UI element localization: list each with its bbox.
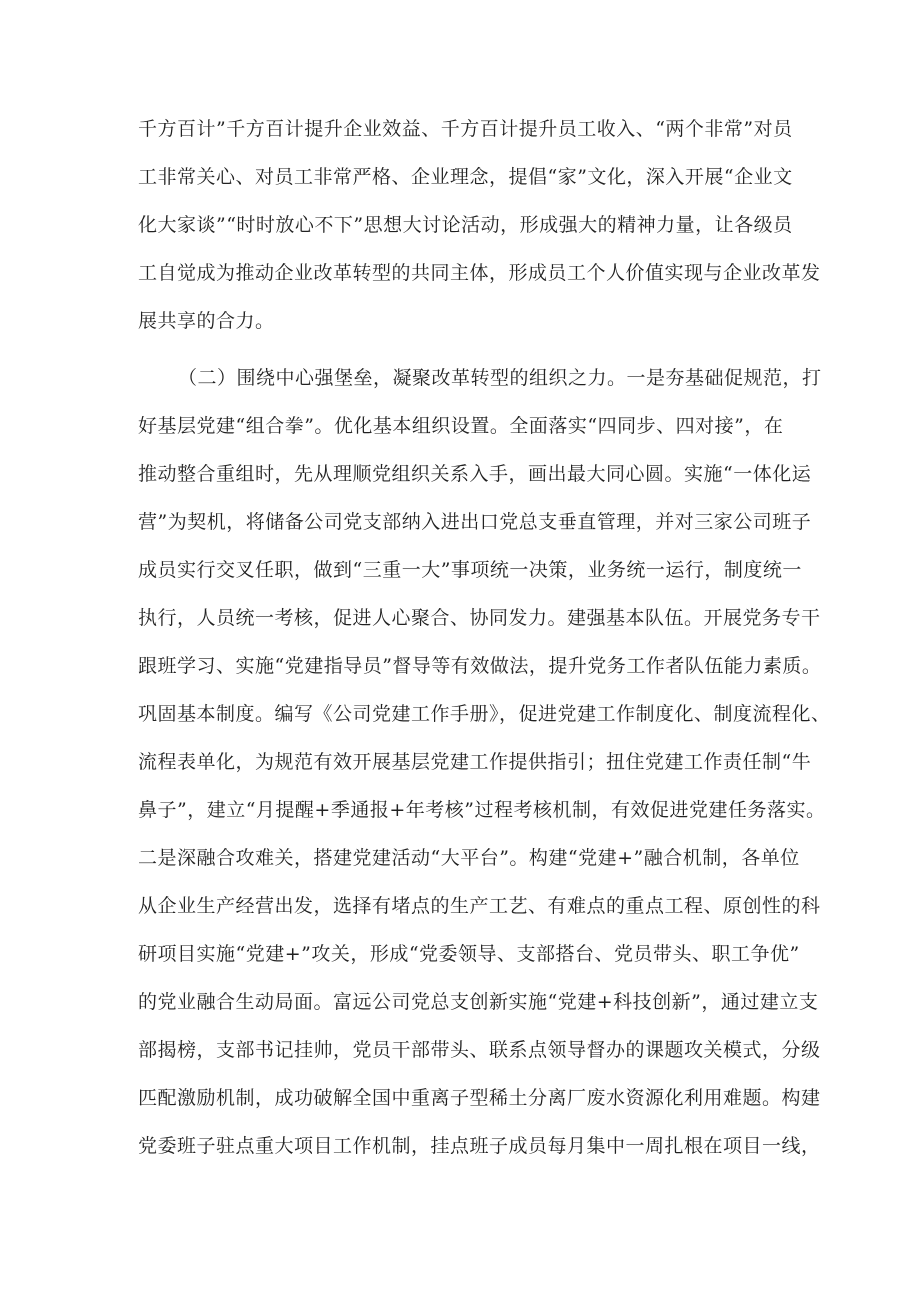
paragraph-2-line-1: （二）围绕中心强堡垒，凝聚改革转型的组织之力。一是夯基础促规范，打	[178, 367, 822, 389]
paragraph-2-line-5: 成员实行交叉任职，做到“三重一大”事项统一决策，业务统一运行，制度统一	[138, 559, 802, 581]
paragraph-2-line-10: 鼻子”，建立“月提醒+季通报+年考核”过程考核机制，有效促进党建任务落实。	[138, 799, 826, 821]
paragraph-2-line-6: 执行，人员统一考核，促进人心聚合、协同发力。建强基本队伍。开展党务专干	[138, 607, 821, 629]
paragraph-1-line-3: 化大家谈”“时时放心不下”思想大讨论活动，形成强大的精神力量，让各级员	[138, 214, 793, 236]
paragraph-2-line-14: 的党业融合生动局面。富远公司党总支创新实施“党建+科技创新”，通过建立支	[138, 991, 819, 1013]
paragraph-1-line-1: 千方百计”千方百计提升企业效益、千方百计提升员工收入、“两个非常”对员	[138, 118, 793, 140]
paragraph-2-line-15: 部揭榜，支部书记挂帅，党员干部带头、联系点领导督办的课题攻关模式，分级	[138, 1039, 821, 1061]
paragraph-2-line-13: 研项目实施“党建+”攻关，形成“党委领导、支部搭台、党员带头、职工争优”	[138, 943, 800, 965]
paragraph-2-line-8: 巩固基本制度。编写《公司党建工作手册》，促进党建工作制度化、制度流程化、	[138, 703, 831, 725]
paragraph-2-line-3: 推动整合重组时，先从理顺党组织关系入手，画出最大同心圆。实施“一体化运	[138, 463, 812, 485]
paragraph-2-line-16: 匹配激励机制，成功破解全国中重离子型稀土分离厂废水资源化利用难题。构建	[138, 1087, 821, 1109]
paragraph-2-line-11: 二是深融合攻难关，搭建党建活动“大平台”。构建“党建+”融合机制，各单位	[138, 847, 800, 869]
paragraph-2-line-9: 流程表单化，为规范有效开展基层党建工作提供指引；扭住党建工作责任制“牛	[138, 751, 812, 773]
paragraph-1-line-2: 工非常关心、对员工非常严格、企业理念，提倡“家”文化，深入开展“企业文	[138, 166, 793, 188]
paragraph-2-line-7: 跟班学习、实施“党建指导员”督导等有效做法，提升党务工作者队伍能力素质。	[138, 655, 822, 677]
paragraph-1-line-4: 工自觉成为推动企业改革转型的共同主体，形成员工个人价值实现与企业改革发	[138, 262, 821, 284]
paragraph-2-line-12: 从企业生产经营出发，选择有堵点的生产工艺、有难点的重点工程、原创性的科	[138, 895, 821, 917]
paragraph-1-line-5: 展共享的合力。	[138, 310, 275, 332]
paragraph-2-line-2: 好基层党建“组合拳”。优化基本组织设置。全面落实“四同步、四对接”，在	[138, 415, 784, 437]
paragraph-2-line-4: 营”为契机，将储备公司党支部纳入进出口党总支垂直管理，并对三家公司班子	[138, 511, 812, 533]
paragraph-2-line-17: 党委班子驻点重大项目工作机制，挂点班子成员每月集中一周扎根在项目一线，	[138, 1135, 821, 1157]
